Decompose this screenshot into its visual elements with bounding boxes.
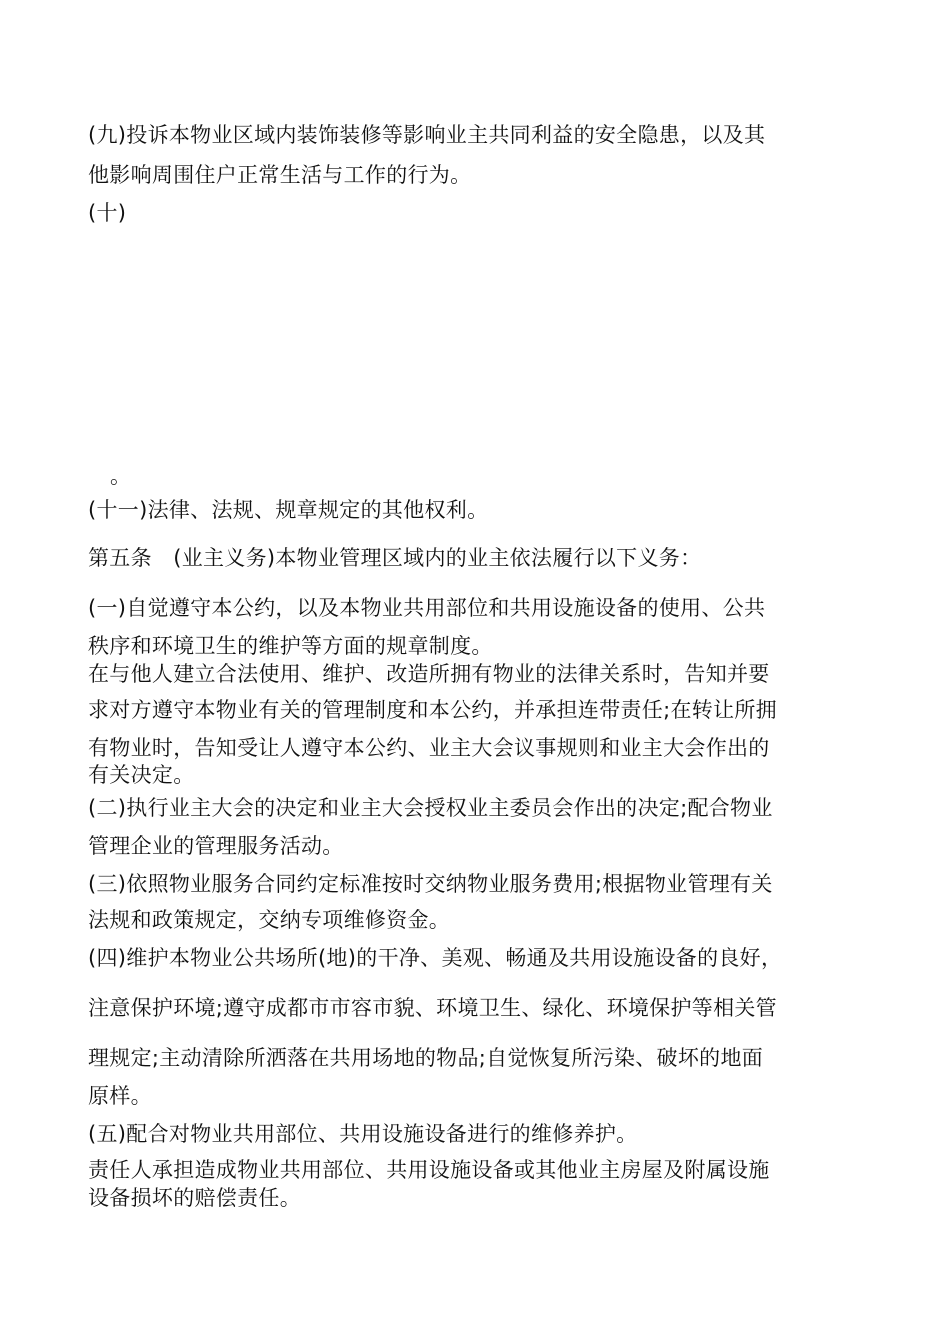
text-line: (二)执行业主大会的决定和业主大会授权业主委员会作出的决定;配合物业 bbox=[88, 796, 773, 820]
text-line: (五)配合对物业共用部位、共用设施设备进行的维修养护。 bbox=[88, 1122, 638, 1146]
text-line: (十一)法律、法规、规章规定的其他权利。 bbox=[88, 498, 489, 522]
text-line: 他影响周围住户正常生活与工作的行为。 bbox=[88, 163, 472, 187]
text-line: 秩序和环境卫生的维护等方面的规章制度。 bbox=[88, 634, 493, 658]
text-line: 设备损坏的赔偿责任。 bbox=[88, 1186, 301, 1210]
text-line: 管理企业的管理服务活动。 bbox=[88, 834, 344, 858]
text-line: 在与他人建立合法使用、维护、改造所拥有物业的法律关系时，告知并要 bbox=[88, 662, 770, 686]
text-line: (三)依照物业服务合同约定标准按时交纳物业服务费用;根据物业管理有关 bbox=[88, 872, 773, 896]
text-line: (四)维护本物业公共场所(地)的干净、美观、畅通及共用设施设备的良好， bbox=[88, 946, 783, 970]
text-line: (九)投诉本物业区域内装饰装修等影响业主共同利益的安全隐患，以及其 bbox=[88, 123, 766, 147]
text-line: 第五条 (业主义务)本物业管理区域内的业主依法履行以下义务： bbox=[88, 546, 702, 570]
text-line: 责任人承担造成物业共用部位、共用设施设备或其他业主房屋及附属设施 bbox=[88, 1158, 770, 1182]
text-line: 求对方遵守本物业有关的管理制度和本公约，并承担连带责任;在转让所拥 bbox=[88, 698, 777, 722]
text-line: 原样。 bbox=[88, 1084, 152, 1108]
text-line: (十) bbox=[88, 201, 127, 225]
text-line: 法规和政策规定，交纳专项维修资金。 bbox=[88, 908, 451, 932]
text-line: 有物业时，告知受让人遵守本公约、业主大会议事规则和业主大会作出的 bbox=[88, 736, 770, 760]
text-line: 理规定;主动清除所洒落在共用场地的物品;自觉恢复所污染、破坏的地面 bbox=[88, 1046, 764, 1070]
text-line: 注意保护环境;遵守成都市市容市貌、环境卫生、绿化、环境保护等相关管 bbox=[88, 996, 777, 1020]
text-line: 。 bbox=[110, 464, 132, 488]
text-line: (一)自觉遵守本公约，以及本物业共用部位和共用设施设备的使用、公共 bbox=[88, 596, 766, 620]
text-line: 有关决定。 bbox=[88, 763, 195, 787]
